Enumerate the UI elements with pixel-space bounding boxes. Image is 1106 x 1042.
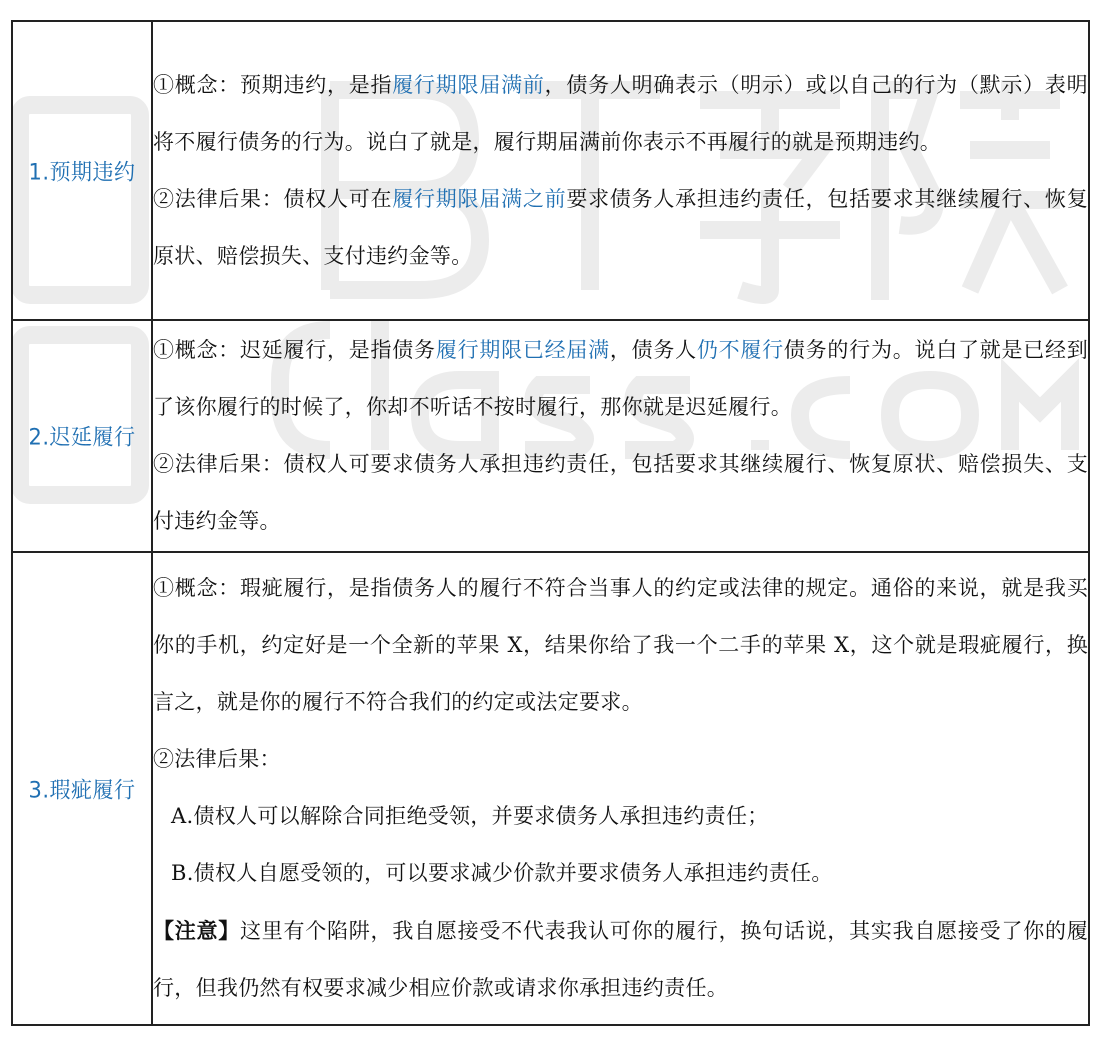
comparison-table bbox=[11, 20, 1090, 1026]
row-label-cell bbox=[12, 552, 152, 1025]
consequence-item-b: B.债权人自愿受领的，可以要求减少价款并要求债务人承担违约责任。 bbox=[171, 861, 833, 885]
consequence-item-a: A.债权人可以解除合同拒绝受领，并要求债务人承担违约责任； bbox=[171, 804, 769, 828]
row-content-cell bbox=[152, 21, 1089, 320]
table-row bbox=[12, 320, 1089, 552]
row-label-cell bbox=[12, 21, 152, 320]
consequence-paragraph: ②法律后果：债权人可要求债务人承担违约责任，包括要求其继续履行、恢复原状、赔偿损失、支付违约金等。 bbox=[153, 452, 1088, 533]
note-text: 这里有个陷阱，我自愿接受不代表我认可你的履行，换句话说，其实我自愿接受了你的履行，但我仍然有权要求减少相应价款或请求你承担违约责任。 bbox=[153, 919, 1089, 1000]
table-row bbox=[12, 21, 1089, 320]
highlight-text: 仍不履行 bbox=[696, 338, 784, 362]
text-span: ，债务人明确表示（明示）或以自己的行为（默示）表明将不履行债务的行为。说白了就是，履行期届满前你表示不再履行的就是预期违约。 bbox=[153, 72, 1088, 154]
row-label-cell bbox=[12, 320, 152, 552]
text-span: ②法律后果：债权人可在 bbox=[153, 186, 393, 211]
consequence-heading: ②法律后果： bbox=[153, 747, 281, 771]
consequence-paragraph bbox=[153, 171, 1088, 285]
row-label: 2.迟延履行 bbox=[28, 424, 136, 450]
text-span: ①概念：预期违约，是指 bbox=[153, 72, 393, 97]
table-row bbox=[12, 552, 1089, 1025]
text-span: ，债务人 bbox=[609, 338, 697, 362]
text-span: ①概念：迟延履行，是指债务 bbox=[153, 338, 436, 362]
text-span: 要求债务人承担违约责任，包括要求其继续履行、恢复原状、赔偿损失、支付违约金等。 bbox=[153, 186, 1088, 268]
row-label: 3.瑕疵履行 bbox=[28, 776, 136, 803]
concept-paragraph bbox=[153, 57, 1088, 171]
concept-paragraph bbox=[153, 322, 1088, 436]
concept-paragraph: ①概念：瑕疵履行，是指债务人的履行不符合当事人的约定或法律的规定。通俗的来说，就是我买你的手机，约定好是一个全新的苹果 X，结果你给了我一个二手的苹果 X，这个就是瑕疵履行，换言之，就是你的履行不符合我们的约定或法定要求。 bbox=[153, 576, 1088, 714]
text-span: 债务的行为。说白了就是已经到了该你履行的时候了，你却不听话不按时履行，那你就是迟延履行。 bbox=[153, 338, 1089, 419]
row-content-cell bbox=[152, 552, 1089, 1025]
note-paragraph bbox=[153, 902, 1088, 1017]
highlight-text: 履行期限已经届满 bbox=[435, 338, 610, 362]
row-content-cell bbox=[152, 320, 1089, 552]
highlight-text: 履行期限届满前 bbox=[392, 72, 545, 97]
note-tag: 【注意】 bbox=[153, 918, 241, 943]
highlight-text: 履行期限届满之前 bbox=[392, 186, 567, 211]
row-label: 1.预期违约 bbox=[28, 158, 136, 185]
